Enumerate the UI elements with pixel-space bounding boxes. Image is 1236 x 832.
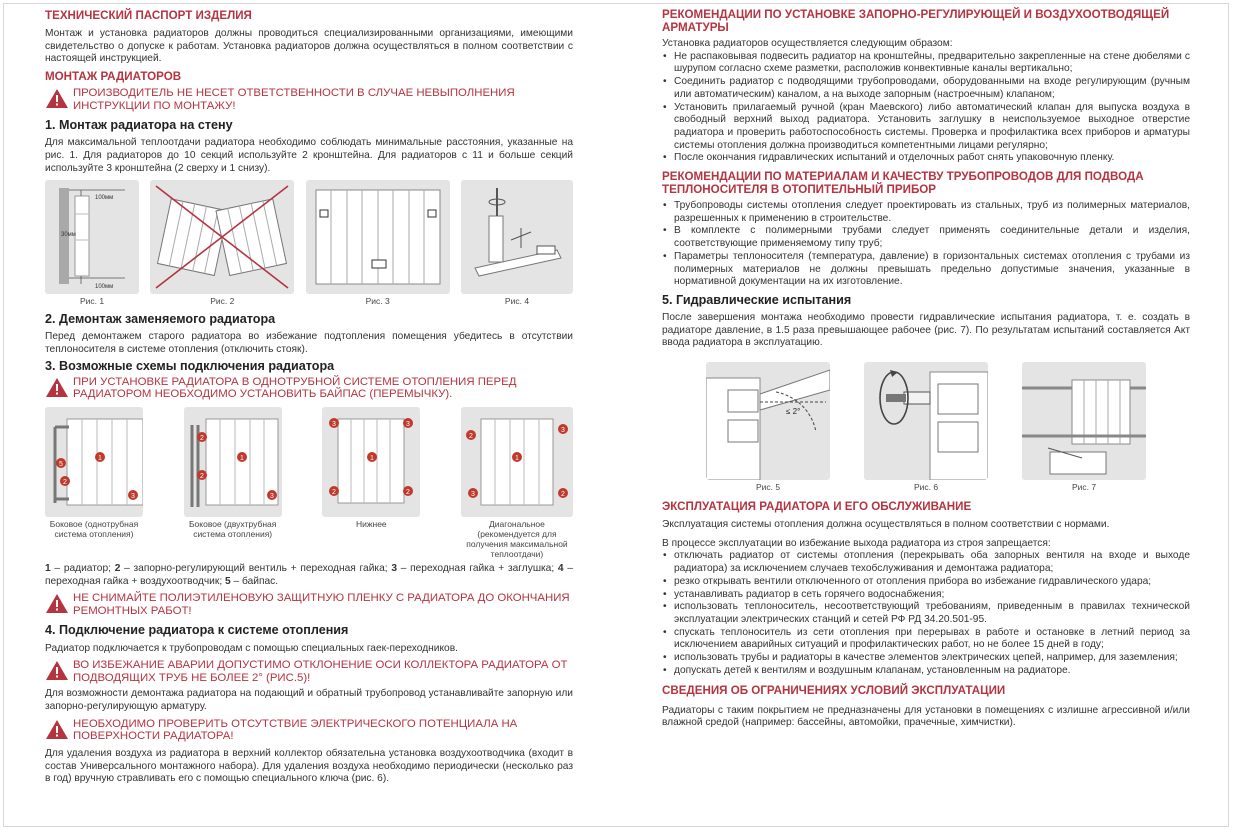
warning-icon	[45, 660, 69, 681]
s2-text: Перед демонтажем старого радиатора во избежание подтопления помещения убедитесь в отсутствии теплоносителя в системе отопления (отключить стояк).	[45, 331, 573, 356]
warning-icon	[45, 377, 69, 398]
scheme-1-marker-3: 3	[131, 493, 135, 500]
dim-bottom-label: 100мм	[95, 284, 114, 291]
s5-text: После завершения монтажа необходимо провести гидравлические испытания радиатора, т. е. создать в радиаторе давление, в 1.5 раза превышающее рабочее (рис. 7). По результатам испытаний составляется Акт ввода радиатора в эксплуатацию.	[662, 311, 1190, 349]
warning-4-text: ВО ИЗБЕЖАНИЕ АВАРИИ ДОПУСТИМО ОТКЛОНЕНИЕ ОСИ КОЛЛЕКТОРА РАДИАТОРА ОТ ПОДВОДЯЩИХ ТРУБ НЕ БОЛЕЕ 2° (РИС.5)!	[73, 659, 568, 684]
figure-2	[150, 180, 294, 306]
intro-text: Монтаж и установка радиаторов должны проводиться специализированными организациями, имеющими свидетельство о допуске к работам. Установка радиаторов должна осуществляться в полном соответствии с настоящей инструкцией.	[45, 28, 573, 65]
scheme-side-one-pipe	[45, 407, 143, 559]
exp-text: Эксплуатация системы отопления должна осуществляться в полном соответствии с нормами.	[662, 519, 1110, 531]
list-item: • Установить прилагаемый ручной (кран Маевского) либо автоматический клапан для выпуска воздуха в свободный верхний выход радиатора. Установить заглушку в неиспользуемое выходное отверстие радиатора и проверить работоспособность системы. Проверка и профилактика всех приборов и арматуры системы отопления должна производиться компетентными лицами регулярно;	[662, 102, 1190, 153]
s1-title: 1. Монтаж радиатора на стену	[45, 118, 233, 133]
scheme-3-marker-1: 1	[370, 455, 375, 462]
list-item: • спускать теплоноситель из сети отопления при перерывах в работе и остановке в летний период за исключением аварийных ситуаций и профилактических работ, но не более 15 дней в году;	[662, 627, 1190, 652]
figure-5	[706, 362, 830, 492]
limits-title: СВЕДЕНИЯ ОБ ОГРАНИЧЕНИЯХ УСЛОВИЙ ЭКСПЛУАТАЦИИ	[662, 683, 1006, 697]
list-item: • устанавливать радиатор в сеть горячего водоснабжения;	[662, 589, 1190, 602]
exp-list	[662, 550, 1190, 677]
scheme-1-marker-1: 1	[98, 455, 102, 462]
s4-title: 4. Подключение радиатора к системе отопления	[45, 622, 349, 637]
figure-7-image	[1022, 362, 1146, 480]
list-item: • использовать трубы и радиаторы в качестве элементов электрических цепей, например, для заземления;	[662, 652, 1190, 665]
scheme-4-image	[461, 407, 573, 517]
warning-2	[45, 376, 573, 401]
scheme-4-marker-2a: 2	[469, 433, 473, 440]
list-item: • Соединить радиатор с подводящими трубопроводами, оборудованными на входе регулирующим (ручным или автоматическим) каналом, а на выходе запорным (настроечным) клапаном;	[662, 76, 1190, 101]
exp-text-2: В процессе эксплуатации во избежание выхода радиатора из строя запрещается:	[662, 537, 1051, 549]
figure-2-caption: Рис. 2	[210, 296, 235, 307]
figure-5-caption: Рис. 5	[755, 482, 781, 493]
scheme-1-caption: Боковое (однотрубная система отопления)	[49, 519, 139, 539]
list-item: • Не распаковывая подвесить радиатор на кронштейны, предварительно закрепленные на стене дюбелями с шурупом согласно схеме разметки, расположив конвективные каналы вертикально;	[662, 51, 1190, 76]
figure-1-image	[45, 180, 139, 294]
rec1-list	[662, 51, 1190, 165]
warning-icon	[45, 719, 69, 740]
scheme-4-marker-3a: 3	[561, 427, 565, 434]
figure-4-image	[461, 180, 573, 294]
s4-text: Радиатор подключается к трубопроводам с помощью специальных гаек-переходников.	[45, 642, 458, 654]
figure-6	[864, 362, 988, 492]
scheme-3-marker-2b: 2	[406, 489, 411, 496]
warning-5-text: НЕОБХОДИМО ПРОВЕРИТЬ ОТСУТСТВИЕ ЭЛЕКТРИЧЕСКОГО ПОТЕНЦИАЛА НА ПОВЕРХНОСТИ РАДИАТОРА!	[73, 717, 518, 743]
warning-3	[45, 592, 573, 617]
figure-6-caption: Рис. 6	[913, 482, 939, 493]
warning-4	[45, 659, 573, 684]
scheme-4-marker-3b: 3	[471, 491, 475, 498]
scheme-2-marker-2a: 2	[199, 435, 204, 442]
warning-icon	[45, 88, 69, 109]
figure-6-image	[864, 362, 988, 480]
scheme-3-marker-3b: 3	[406, 421, 411, 428]
warning-3-text: НЕ СНИМАЙТЕ ПОЛИЭТИЛЕНОВУЮ ЗАЩИТНУЮ ПЛЕНКУ С РАДИАТОРА ДО ОКОНЧАНИЯ РЕМОНТНЫХ РАБОТ!	[73, 592, 570, 617]
scheme-2-marker-1: 1	[239, 455, 244, 462]
list-item: • Трубопроводы системы отопления следует проектировать из стальных, труб из полимерных материалов, разрешенных к применению в строительстве.	[662, 200, 1190, 225]
rec1-title: РЕКОМЕНДАЦИИ ПО УСТАНОВКЕ ЗАПОРНО-РЕГУЛИРУЮЩЕЙ И ВОЗДУХООТВОДЯЩЕЙ АРМАТУРЫ	[662, 8, 1170, 34]
figure-3-image	[306, 180, 450, 294]
list-item: • использовать теплоноситель, несоответствующий требованиям, приведенным в правилах технической эксплуатации электрических станций и сетей РФ РД 34.20.501-95.	[662, 601, 1190, 626]
scheme-4-caption: Диагональное (рекомендуется для получения максимальной теплоотдачи)	[466, 519, 568, 559]
list-item: • После окончания гидравлических испытаний и отделочных работ снять упаковочную пленку.	[662, 152, 1190, 165]
figure-1	[45, 180, 139, 306]
passport-title: ТЕХНИЧЕСКИЙ ПАСПОРТ ИЗДЕЛИЯ	[45, 9, 252, 22]
scheme-1-image	[45, 407, 143, 517]
scheme-1-marker-5: 5	[59, 461, 63, 468]
list-item: • В комплекте с полимерными трубами следует применять соединительные детали и изделия, соответствующие применяемому типу труб;	[662, 225, 1190, 250]
scheme-1-marker-2: 2	[63, 479, 67, 486]
angle-label: ≤ 2°	[786, 407, 801, 417]
scheme-3-marker-2a: 2	[332, 489, 337, 496]
scheme-3-marker-3a: 3	[332, 421, 337, 428]
scheme-2-marker-3: 3	[269, 493, 274, 500]
s2-title: 2. Демонтаж заменяемого радиатора	[45, 312, 276, 327]
figure-3	[306, 180, 450, 306]
dim-side-label: 30мм	[61, 232, 76, 239]
figure-7-caption: Рис. 7	[1071, 482, 1097, 493]
warning-1	[45, 87, 573, 112]
scheme-2-image	[184, 407, 282, 517]
s1-text: Для максимальной теплоотдачи радиатора необходимо соблюдать минимальные расстояния, указанные на рис. 1. Для радиаторов до 10 секций используйте 2 кронштейна. Для радиаторов с 11 и больше секций используйте 3 кронштейна (2 сверху и 1 снизу).	[45, 137, 573, 174]
scheme-2-marker-2b: 2	[199, 473, 204, 480]
scheme-legend: 1 – радиатор; 2 – запорно-регулирующий вентиль + переходная гайка; 3 – переходная гайка + заглушка; 4 – переходная гайка + воздухоотводчик; 5 – байпас.	[45, 563, 573, 587]
list-item: • резко открывать вентили отключенного от отопления прибора во избежание гидравлического удара;	[662, 576, 1190, 589]
scheme-2-caption: Боковое (двухтрубная система отопления)	[188, 519, 277, 539]
list-item: • допускать детей к вентилям и воздушным клапанам, установленным на радиаторе.	[662, 665, 1190, 678]
figure-4-caption: Рис. 4	[504, 296, 530, 307]
scheme-bottom	[322, 407, 420, 559]
scheme-3-image	[322, 407, 420, 517]
exp-title: ЭКСПЛУАТАЦИЯ РАДИАТОРА И ЕГО ОБСЛУЖИВАНИЕ	[662, 500, 972, 514]
list-item: • Параметры теплоносителя (температура, давление) в горизонтальных системах отопления с трубами из полимерных материалов не должны превышать предельно допустимые значения, указанные в нормативной документации на их изготовление.	[662, 251, 1190, 289]
scheme-4-marker-1: 1	[515, 455, 519, 462]
warning-2-text: ПРИ УСТАНОВКЕ РАДИАТОРА В ОДНОТРУБНОЙ СИСТЕМЕ ОТОПЛЕНИЯ ПЕРЕД РАДИАТОРОМ НЕОБХОДИМО УСТАНОВИТЬ БАЙПАС (ПЕРЕМЫЧКУ).	[73, 375, 517, 401]
figure-5-image	[706, 362, 830, 480]
scheme-3-caption: Нижнее	[355, 519, 387, 529]
scheme-diagonal	[461, 407, 573, 559]
figure-2-image	[150, 180, 294, 294]
figure-1-caption: Рис. 1	[79, 296, 105, 307]
s3-title: 3. Возможные схемы подключения радиатора	[45, 358, 335, 373]
rec2-title: РЕКОМЕНДАЦИИ ПО МАТЕРИАЛАМ И КАЧЕСТВУ ТРУБОПРОВОДОВ ДЛЯ ПОДВОДА ТЕПЛОНОСИТЕЛЯ В ОТОПИТЕЛЬНЫЙ ПРИБОР	[662, 170, 1144, 197]
rec2-list	[662, 200, 1190, 289]
warning-icon	[45, 593, 69, 614]
test-figures	[662, 362, 1190, 492]
mount-figures	[45, 180, 573, 306]
s4-text-3: Для удаления воздуха из радиатора в верхний коллектор обязательна установка воздухоотводчика (входит в состав Универсального монтажного набора). Для удаления воздуха необходимо периодически (несколько раз в год) вручную стравливать его с помощью специального ключа (рис. 6).	[45, 748, 573, 785]
scheme-4-marker-2b: 2	[561, 491, 565, 498]
connection-schemes	[45, 407, 573, 559]
figure-7	[1022, 362, 1146, 492]
rec1-intro: Установка радиаторов осуществляется следующим образом:	[662, 38, 953, 49]
mount-title: МОНТАЖ РАДИАТОРОВ	[45, 70, 182, 84]
warning-5	[45, 718, 573, 743]
right-column	[662, 6, 1190, 730]
left-column	[45, 6, 573, 786]
figure-4	[461, 180, 573, 306]
dim-top-label: 100мм	[95, 195, 114, 202]
scheme-side-two-pipe	[184, 407, 282, 559]
warning-1-text: ПРОИЗВОДИТЕЛЬ НЕ НЕСЕТ ОТВЕТСТВЕННОСТИ В СЛУЧАЕ НЕВЫПОЛНЕНИЯ ИНСТРУКЦИИ ПО МОНТАЖУ!	[73, 87, 515, 112]
limits-text: Радиаторы с таким покрытием не предназначены для установки в помещениях с излишне агрессивной и/или влажной средой (например: бассейны, автомойки, прачечные, химчистки).	[662, 704, 1190, 729]
s4-text-2: Для возможности демонтажа радиатора на подающий и обратный трубопровод устанавливайте запорную или запорно-регулирующую арматуру.	[45, 688, 573, 713]
figure-3-caption: Рис. 3	[365, 296, 390, 307]
s5-title: 5. Гидравлические испытания	[662, 292, 852, 307]
list-item: • отключать радиатор от системы отопления (перекрывать оба запорных вентиля на входе и выходе радиатора) за исключением случаев техобслуживания и демонтажа радиатора;	[662, 550, 1190, 575]
